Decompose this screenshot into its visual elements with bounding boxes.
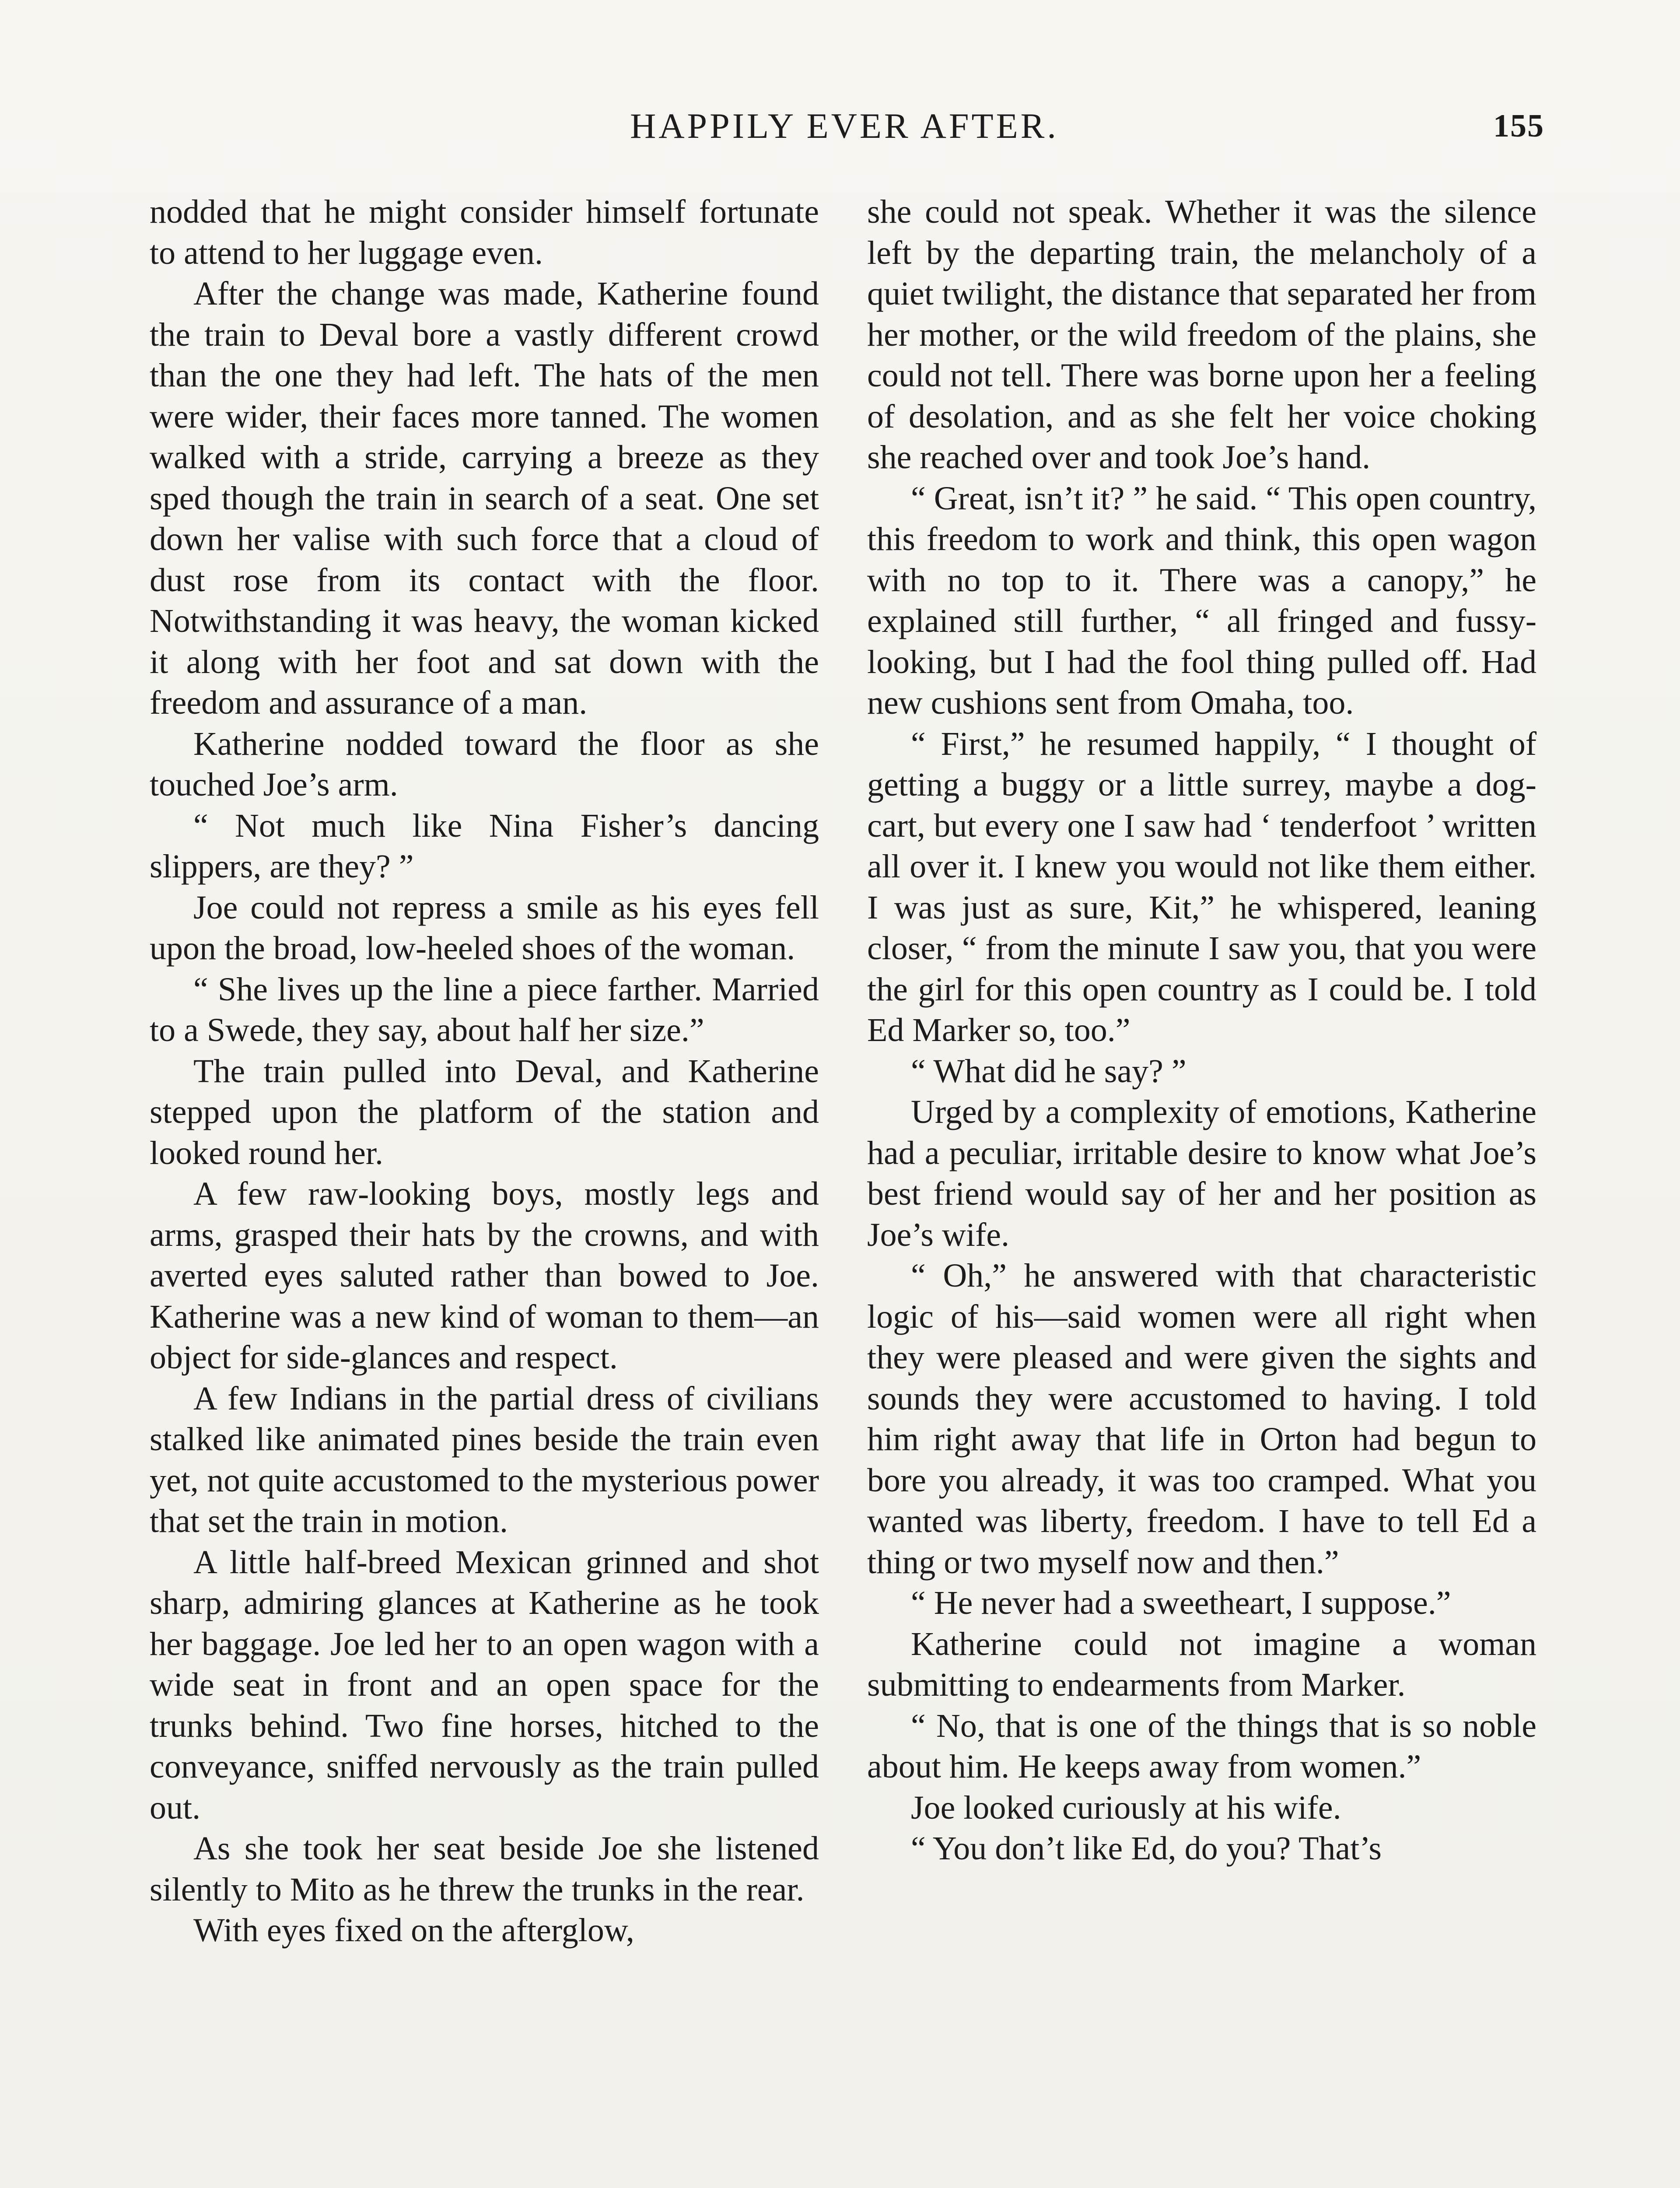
right-column [867,192,1536,1869]
paragraph: The train pulled into Deval, and Katherine stepped upon the platform of the station and looked round her. [150,1052,819,1171]
paragraph: After the change was made, Katherine found the train to Deval bore a vastly different crowd than the one they had left. The hats of the men were wider, their faces more tanned. The women walked with a stride, carrying a breeze as they sped though the train in search of a seat. One set down her valise with such force that a cloud of dust rose from its contact with the floor. Notwithstanding it was heavy, the woman kicked it along with her foot and sat down with the freedom and assurance of a man. [150,275,819,721]
paragraph: nodded that he might consider himself fortunate to attend to her luggage even. [150,193,819,271]
page-header [144,100,1544,157]
paragraph: Joe looked curiously at his wife. [911,1789,1341,1826]
paragraph: “ What did he say? ” [911,1052,1186,1090]
paragraph: “ First,” he resumed happily, “ I thought of getting a buggy or a little surrey, maybe a dog-cart, but every one I saw had ‘ tenderfoot ’ written all over it. I knew you would not like them either. I was just as sure, Kit,” he whispered, leaning closer, “ from the minute I saw you, that you were the girl for this open country as I could be. I told Ed Marker so, too.” [867,725,1536,1048]
page-number: 155 [1493,108,1544,144]
paragraph: Katherine nodded toward the floor as she touched Joe’s arm. [150,725,819,803]
paragraph: “ You don’t like Ed, do you? That’s [911,1830,1382,1867]
paragraph: “ Great, isn’t it? ” he said. “ This open country, this freedom to work and think, this open wagon with no top to it. There was a canopy,” he explained still further, “ all fringed and fussy-looking, but I had the fool thing pulled off. Had new cushions sent from Omaha, too. [867,480,1536,721]
paragraph: With eyes fixed on the afterglow, [193,1912,634,1949]
paragraph: As she took her seat beside Joe she listened silently to Mito as he threw the trunks in the rear. [150,1830,819,1908]
running-title: HAPPILY EVER AFTER. [630,106,1059,146]
paragraph: A few raw-looking boys, mostly legs and arms, grasped their hats by the crowns, and with averted eyes saluted rather than bowed to Joe. Katherine was a new kind of woman to them—an object for side-glances and respect. [150,1175,819,1376]
paragraph: “ She lives up the line a piece farther. Married to a Swede, they say, about half her size.” [150,971,819,1048]
paragraph: A few Indians in the partial dress of civilians stalked like animated pines beside the train even yet, not quite accustomed to the mysterious power that set the train in motion. [150,1380,819,1539]
paragraph: “ Not much like Nina Fisher’s dancing slippers, are they? ” [150,807,819,885]
left-column [150,192,819,1951]
paragraph: “ He never had a sweetheart, I suppose.” [911,1585,1451,1621]
paragraph: she could not speak. Whether it was the silence left by the departing train, the melancholy of a quiet twilight, the distance that separated her from her mother, or the wild freedom of the plains, she could not tell. There was borne upon her a feeling of desolation, and as she felt her voice choking she reached over and took Joe’s hand. [867,193,1536,476]
paragraph: Joe could not repress a smile as his eyes fell upon the broad, low-heeled shoes of the woman. [150,889,819,967]
paragraph: “ No, that is one of the things that is so noble about him. He keeps away from women.” [867,1707,1536,1785]
paragraph: Katherine could not imagine a woman submitting to endearments from Marker. [867,1625,1536,1703]
paragraph: “ Oh,” he answered with that characteristic logic of his—said women were all right when they were pleased and were given the sights and sounds they were accustomed to having. I told him right away that life in Orton had begun to bore you already, it was too cramped. What you wanted was liberty, freedom. I have to tell Ed a thing or two myself now and then.” [867,1257,1536,1581]
paragraph: Urged by a complexity of emotions, Katherine had a peculiar, irritable desire to know what Joe’s best friend would say of her and her position as Joe’s wife. [867,1094,1536,1253]
paragraph: A little half-breed Mexican grinned and shot sharp, admiring glances at Katherine as he took her baggage. Joe led her to an open wagon with a wide seat in front and an open space for the trunks behind. Two fine horses, hitched to the conveyance, sniffed nervously as the train pulled out. [150,1543,819,1826]
